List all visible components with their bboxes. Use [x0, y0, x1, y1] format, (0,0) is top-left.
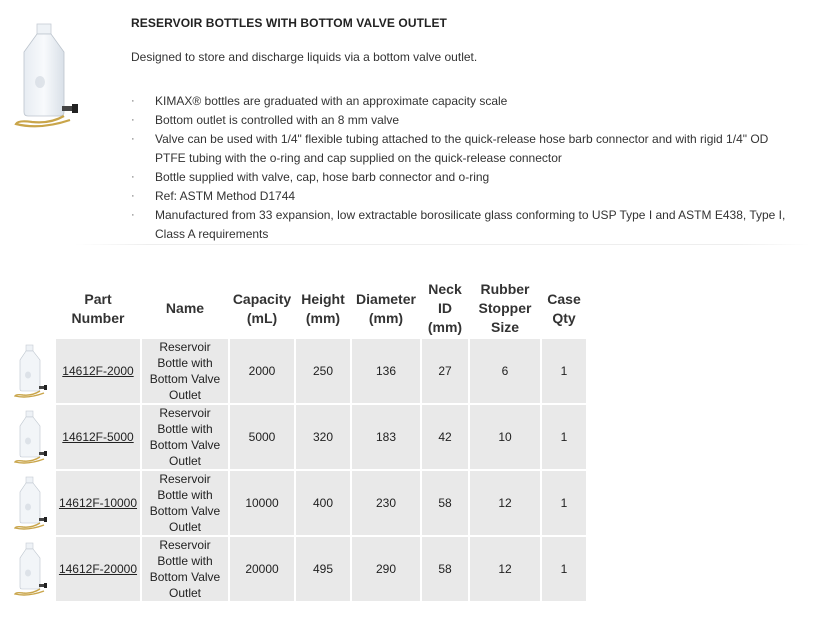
table-row [10, 471, 586, 535]
diameter-cell: 230 [352, 471, 420, 535]
table-row [10, 537, 586, 601]
part-number-cell [56, 339, 140, 403]
col-header-capacity: Capacity (mL) [230, 280, 294, 337]
feature-list [131, 92, 811, 244]
bullet-icon: · [131, 114, 135, 126]
case-qty-cell: 1 [542, 405, 586, 469]
col-header-case-qty: Case Qty [542, 280, 586, 337]
name-cell: Reservoir Bottle with Bottom Valve Outlet [142, 537, 228, 601]
case-qty-cell: 1 [542, 471, 586, 535]
stopper-size-cell: 6 [470, 339, 540, 403]
thumb-header [10, 280, 54, 337]
row-thumbnail [10, 471, 54, 535]
product-image [10, 20, 100, 130]
bottle-with-valve-icon [14, 409, 50, 465]
intro-text: Designed to store and discharge liquids via a bottom valve outlet. [131, 50, 478, 64]
col-header-neck-id: Neck ID (mm) [422, 280, 468, 337]
row-thumbnail [10, 405, 54, 469]
col-header-stopper-size: Rubber Stopper Size [470, 280, 540, 337]
row-thumbnail [10, 339, 54, 403]
bottle-with-valve-icon [14, 541, 50, 597]
part-number-cell [56, 405, 140, 469]
height-cell: 250 [296, 339, 350, 403]
col-header-part-number: Part Number [56, 280, 140, 337]
col-header-name: Name [142, 280, 228, 337]
list-item: · Manufactured from 33 expansion, low extractable borosilicate glass conforming to USP Type I and ASTM E438, Type I, Class A requirements [131, 208, 786, 241]
stopper-size-cell: 10 [470, 405, 540, 469]
bottle-with-valve-icon [14, 343, 50, 399]
row-thumbnail [10, 537, 54, 601]
list-item: · Bottle supplied with valve, cap, hose barb connector and o-ring [131, 168, 811, 187]
part-number-link[interactable]: 14612F-5000 [62, 430, 134, 444]
capacity-cell: 5000 [230, 405, 294, 469]
part-number-cell [56, 471, 140, 535]
bottle-with-valve-icon [14, 475, 50, 531]
bullet-icon: · [131, 95, 135, 107]
col-header-diameter: Diameter (mm) [352, 280, 420, 337]
divider [75, 244, 810, 245]
neck-id-cell: 58 [422, 537, 468, 601]
capacity-cell: 2000 [230, 339, 294, 403]
name-cell: Reservoir Bottle with Bottom Valve Outlet [142, 405, 228, 469]
part-number-cell [56, 537, 140, 601]
case-qty-cell: 1 [542, 537, 586, 601]
height-cell: 400 [296, 471, 350, 535]
diameter-cell: 136 [352, 339, 420, 403]
neck-id-cell: 58 [422, 471, 468, 535]
neck-id-cell: 27 [422, 339, 468, 403]
bullet-icon: · [131, 209, 135, 221]
name-cell: Reservoir Bottle with Bottom Valve Outlet [142, 339, 228, 403]
height-cell: 495 [296, 537, 350, 601]
part-number-link[interactable]: 14612F-20000 [58, 562, 138, 576]
list-item: · Bottom outlet is controlled with an 8 mm valve [131, 111, 811, 130]
stopper-size-cell: 12 [470, 537, 540, 601]
list-item: · Ref: ASTM Method D1744 [131, 187, 811, 206]
part-number-link[interactable]: 14612F-10000 [58, 496, 138, 510]
diameter-cell: 183 [352, 405, 420, 469]
table-header-row [10, 280, 586, 337]
neck-id-cell: 42 [422, 405, 468, 469]
spec-table [8, 278, 588, 603]
list-item: · Valve can be used with 1/4" flexible tubing attached to the quick-release hose barb connector and with rigid 1/4" OD PTFE tubing with the o-ring and cap supplied on the quick-release connector [131, 132, 769, 165]
description-block [131, 16, 811, 244]
bullet-icon: · [131, 190, 135, 202]
bullet-icon: · [131, 171, 135, 183]
stopper-size-cell: 12 [470, 471, 540, 535]
table-row [10, 339, 586, 403]
bullet-icon: · [131, 133, 135, 145]
page-title: RESERVOIR BOTTLES WITH BOTTOM VALVE OUTLET [131, 16, 447, 30]
list-item: · KIMAX® bottles are graduated with an approximate capacity scale [131, 92, 811, 111]
part-number-link[interactable]: 14612F-2000 [62, 364, 134, 378]
height-cell: 320 [296, 405, 350, 469]
case-qty-cell: 1 [542, 339, 586, 403]
capacity-cell: 20000 [230, 537, 294, 601]
capacity-cell: 10000 [230, 471, 294, 535]
table-row [10, 405, 586, 469]
diameter-cell: 290 [352, 537, 420, 601]
col-header-height: Height (mm) [296, 280, 350, 337]
name-cell: Reservoir Bottle with Bottom Valve Outlet [142, 471, 228, 535]
